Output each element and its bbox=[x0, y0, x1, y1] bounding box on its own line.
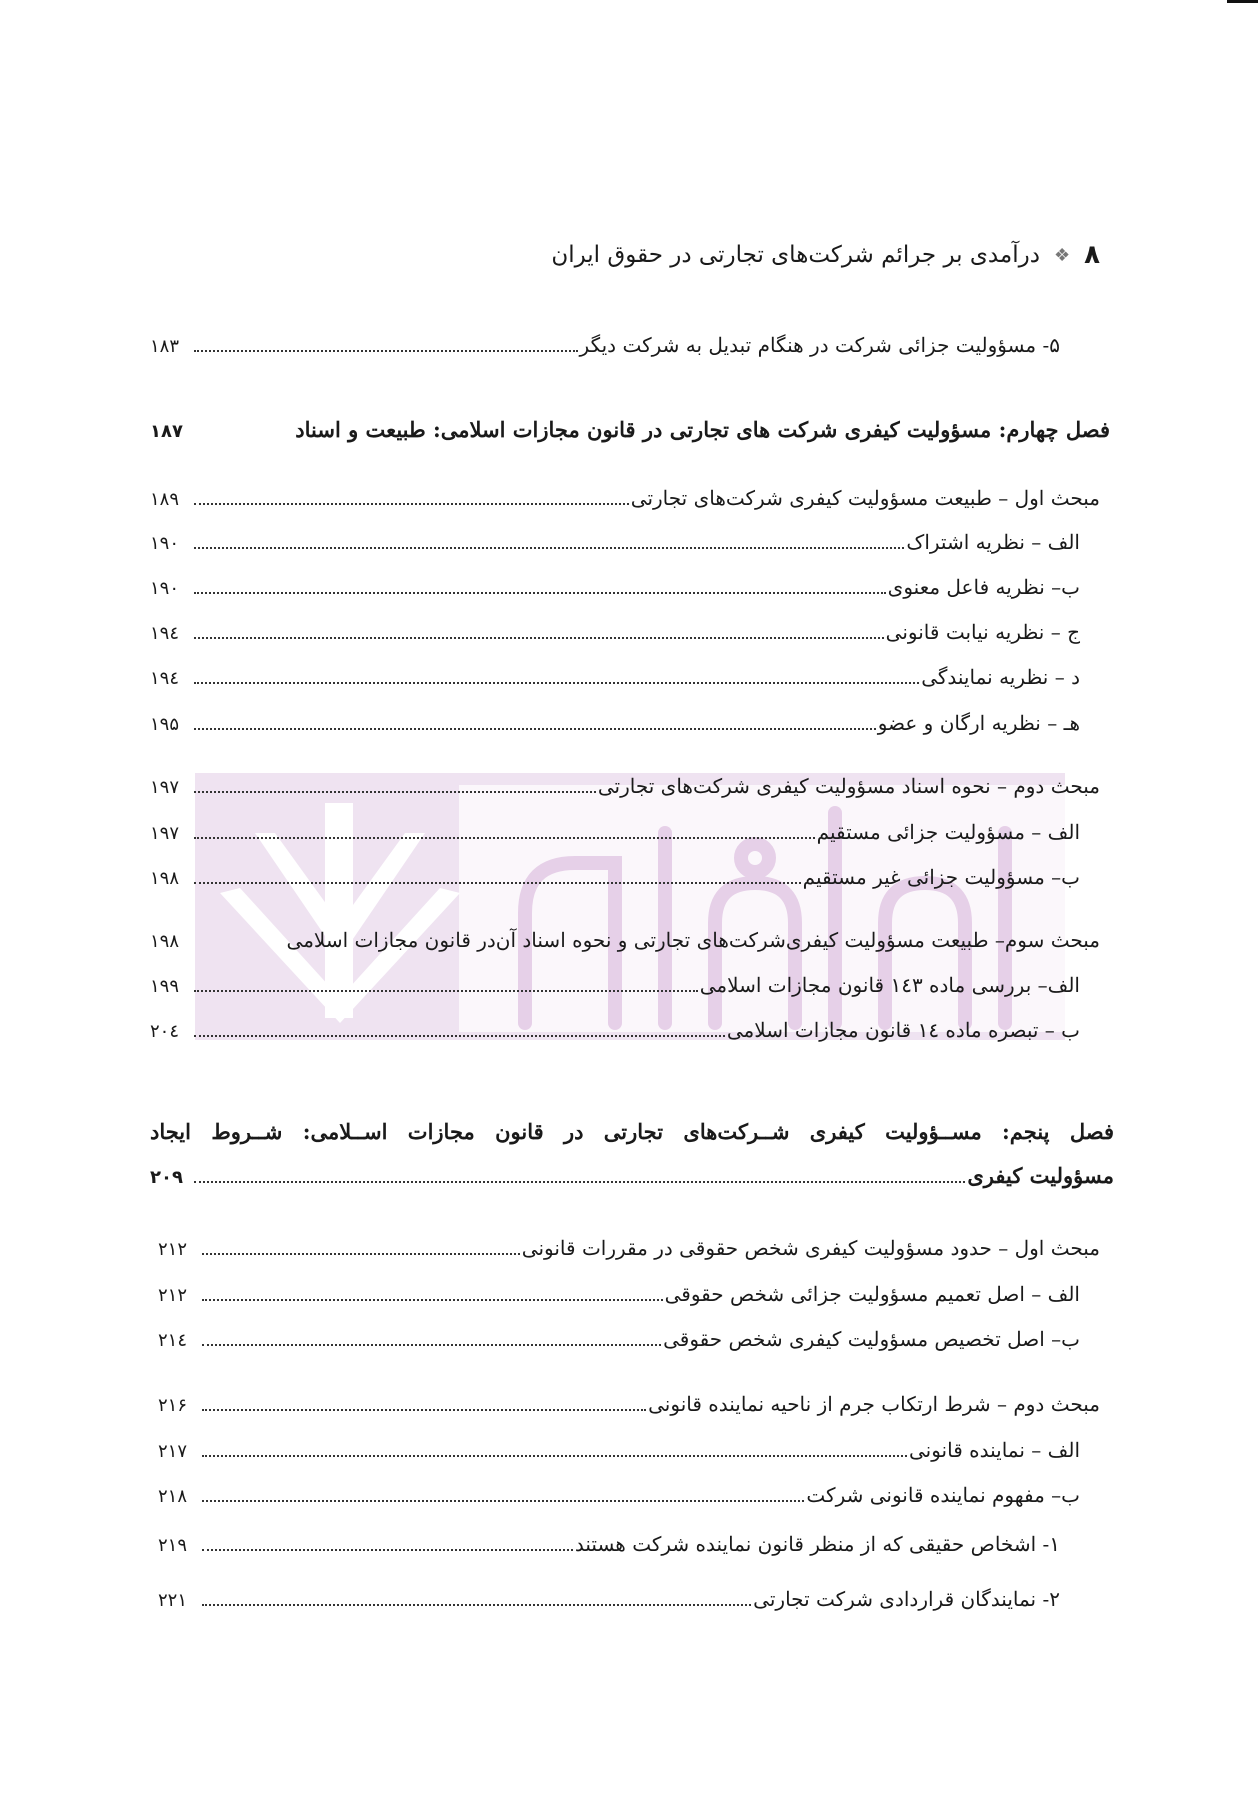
toc-item[interactable] bbox=[150, 573, 1080, 603]
toc-item[interactable] bbox=[150, 709, 1080, 739]
dot-leader bbox=[194, 637, 884, 639]
toc-item[interactable] bbox=[150, 1016, 1080, 1046]
chapter-page: ۱۸۷ bbox=[150, 421, 183, 442]
item-title: ۱- اشخاص حقیقی که از منظر قانون نماینده شرکت هستند bbox=[574, 1532, 1060, 1556]
toc-item[interactable] bbox=[150, 818, 1080, 848]
dot-leader bbox=[202, 1344, 661, 1346]
item-page: ۱۹۸ bbox=[150, 868, 180, 889]
toc-chapter-4[interactable] bbox=[150, 416, 1110, 446]
page-number: ۸ bbox=[1084, 240, 1100, 270]
toc-item[interactable] bbox=[150, 618, 1080, 648]
toc-section[interactable] bbox=[158, 1390, 1100, 1420]
item-page: ۲۱٤ bbox=[158, 1330, 188, 1351]
toc-section[interactable] bbox=[150, 484, 1100, 514]
toc-entry[interactable] bbox=[150, 331, 1060, 361]
toc-item[interactable] bbox=[150, 663, 1080, 693]
item-page: ۱۹٤ bbox=[150, 623, 180, 644]
toc-item[interactable] bbox=[158, 1585, 1060, 1615]
section-page: ۲۱۲ bbox=[158, 1239, 188, 1260]
dot-leader bbox=[194, 990, 698, 992]
item-page: ۱۹۷ bbox=[150, 823, 180, 844]
section-title: مبحث اول – حدود مسؤولیت کیفری شخص حقوقی در مقررات قانونی bbox=[521, 1236, 1100, 1260]
section-page: ۱۹۷ bbox=[150, 777, 180, 798]
item-page: ۱۹٤ bbox=[150, 668, 180, 689]
toc-entry-title: ۵- مسؤولیت جزائی شرکت در هنگام تبدیل به شرکت دیگر bbox=[579, 333, 1060, 357]
item-title: الف– بررسی ماده ۱٤۳ قانون مجازات اسلامی bbox=[699, 973, 1080, 997]
item-title: الف – مسؤولیت جزائی مستقیم bbox=[816, 820, 1080, 844]
dot-leader bbox=[194, 1181, 965, 1183]
item-title: هـ – نظریه ارگان و عضو bbox=[877, 711, 1080, 735]
toc-item[interactable] bbox=[158, 1481, 1080, 1511]
dot-leader bbox=[202, 1500, 804, 1502]
toc-item[interactable] bbox=[150, 863, 1080, 893]
item-page: ۲۱۹ bbox=[158, 1535, 188, 1556]
item-page: ۱۹۰ bbox=[150, 578, 180, 599]
toc-chapter-5[interactable] bbox=[150, 1110, 1114, 1200]
chapter-title-line-2: مسؤولیت کیفری bbox=[967, 1163, 1114, 1188]
toc-item[interactable] bbox=[158, 1325, 1080, 1355]
item-title: الف – اصل تعمیم مسؤولیت جزائی شخص حقوقی bbox=[664, 1282, 1080, 1306]
section-title: مبحث اول – طبیعت مسؤولیت کیفری شرکت‌های تجارتی bbox=[630, 486, 1100, 510]
item-title: ب– مسؤولیت جزائی غیر مستقیم bbox=[802, 865, 1080, 889]
toc-item[interactable] bbox=[158, 1436, 1080, 1466]
section-title: مبحث دوم – نحوه اسناد مسؤولیت کیفری شرکت‌های تجارتی bbox=[597, 774, 1100, 798]
section-page: ۱۹۸ bbox=[150, 931, 180, 952]
item-title: ب– اصل تخصیص مسؤولیت کیفری شخص حقوقی bbox=[663, 1327, 1080, 1351]
item-page: ۲۱۸ bbox=[158, 1486, 188, 1507]
item-page: ۱۹۵ bbox=[150, 714, 180, 735]
item-title: ج – نظریه نیابت قانونی bbox=[885, 620, 1080, 644]
ornament-icon: ❖ bbox=[1053, 244, 1071, 266]
dot-leader bbox=[202, 1253, 520, 1255]
dot-leader bbox=[202, 1455, 907, 1457]
section-page: ۲۱۶ bbox=[158, 1395, 188, 1416]
dot-leader bbox=[202, 1299, 663, 1301]
item-title: د – نظریه نمایندگی bbox=[921, 665, 1080, 689]
item-title: ب – تبصره ماده ۱٤ قانون مجازات اسلامی bbox=[726, 1018, 1080, 1042]
dot-leader bbox=[194, 837, 815, 839]
item-title: الف – نماینده قانونی bbox=[908, 1438, 1080, 1462]
toc-section[interactable] bbox=[158, 1234, 1100, 1264]
toc-entry-page: ۱۸۳ bbox=[150, 336, 180, 357]
section-page: ۱۸۹ bbox=[150, 489, 180, 510]
dot-leader bbox=[194, 728, 876, 730]
item-title: ۲- نمایندگان قراردادی شرکت تجارتی bbox=[753, 1587, 1060, 1611]
section-title: مبحث سوم– طبیعت مسؤولیت کیفری‌شرکت‌های تجارتی و نحوه اسناد آن‌در قانون مجازات اسلامی bbox=[286, 928, 1100, 952]
toc-item[interactable] bbox=[150, 971, 1080, 1001]
dot-leader bbox=[194, 547, 904, 549]
chapter-title: فصل چهارم: مسؤولیت کیفری شرکت های تجارتی در قانون مجازات اسلامی: طبیعت و اسناد bbox=[295, 417, 1110, 442]
item-page: ۲۱۷ bbox=[158, 1441, 188, 1462]
dot-leader bbox=[194, 503, 629, 505]
scan-edge-mark bbox=[1227, 0, 1258, 3]
toc-item[interactable] bbox=[150, 528, 1080, 558]
item-title: ب– مفهوم نماینده قانونی شرکت bbox=[806, 1483, 1080, 1507]
dot-leader bbox=[202, 1409, 646, 1411]
chapter-title-line-2-row bbox=[150, 1154, 1114, 1200]
chapter-page: ۲۰۹ bbox=[150, 1167, 183, 1188]
item-page: ۱۹۰ bbox=[150, 533, 180, 554]
running-head bbox=[551, 240, 1100, 270]
toc-section[interactable] bbox=[150, 772, 1100, 802]
book-title: درآمدی بر جرائم شرکت‌های تجارتی در حقوق ایران bbox=[551, 242, 1040, 268]
item-title: ب– نظریه فاعل معنوی bbox=[887, 575, 1080, 599]
dot-leader bbox=[194, 882, 801, 884]
toc-section[interactable] bbox=[150, 926, 1100, 956]
item-page: ۲۱۲ bbox=[158, 1285, 188, 1306]
item-page: ۲۲۱ bbox=[158, 1590, 188, 1611]
dot-leader bbox=[194, 350, 578, 352]
dot-leader bbox=[202, 1604, 751, 1606]
dot-leader bbox=[194, 791, 596, 793]
section-title: مبحث دوم – شرط ارتکاب جرم از ناحیه نماینده قانونی bbox=[648, 1392, 1100, 1416]
dot-leader bbox=[202, 1549, 573, 1551]
item-page: ۲۰٤ bbox=[150, 1021, 180, 1042]
chapter-title-line-1: فصل پنجم: مســؤولیت کیفری شــرکت‌های تجارتی در قانون مجازات اســلامی: شــروط ایجاد bbox=[150, 1119, 1114, 1144]
item-title: الف – نظریه اشتراک bbox=[906, 530, 1080, 554]
dot-leader bbox=[194, 682, 919, 684]
toc-item[interactable] bbox=[158, 1530, 1060, 1560]
item-page: ۱۹۹ bbox=[150, 976, 180, 997]
toc-item[interactable] bbox=[158, 1280, 1080, 1310]
dot-leader bbox=[194, 1035, 725, 1037]
dot-leader bbox=[194, 592, 886, 594]
